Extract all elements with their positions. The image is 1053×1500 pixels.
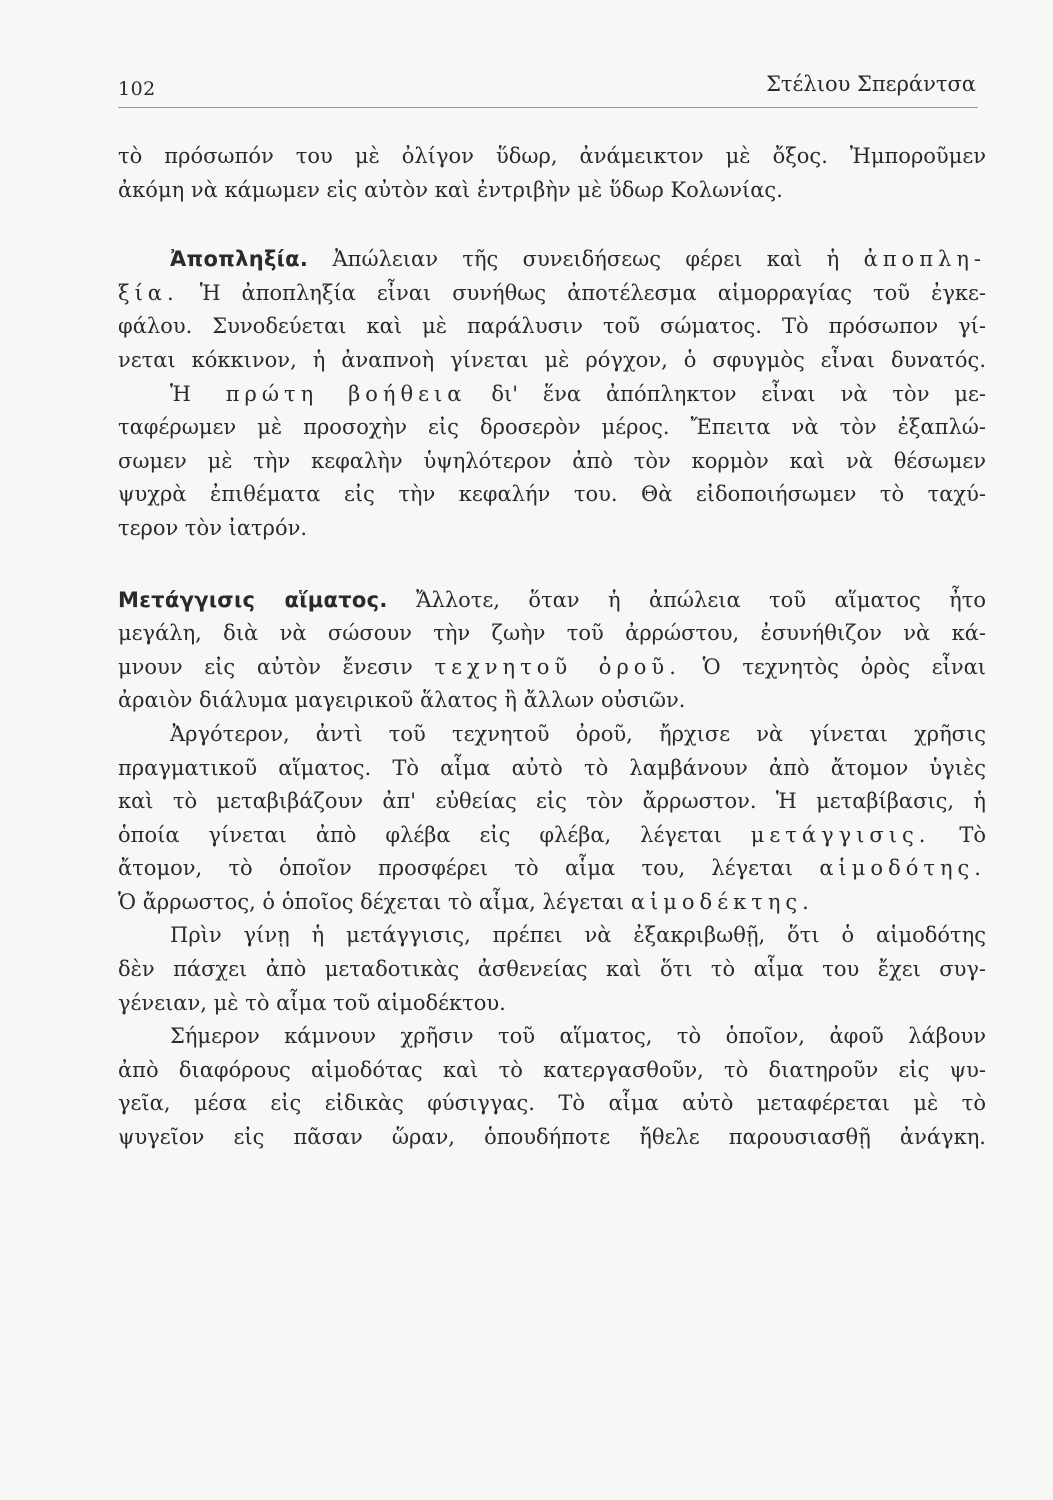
text-line: τερον τὸν ἰατρόν.	[118, 515, 308, 540]
spaced-term: τεχνητοῦ ὀροῦ.	[434, 654, 681, 679]
spaced-term: ξία.	[118, 280, 179, 305]
page-number: 102	[118, 78, 156, 100]
text-line	[118, 277, 986, 311]
text-line: καὶ τὸ μεταβιβάζουν ἀπ' εὐθείας εἰς τὸν ἄρρωστον. Ἡ μεταβίβασις, ἡ	[118, 789, 986, 814]
section-gap	[118, 546, 986, 584]
section-heading-apoplexy: Ἀποπληξία.	[170, 247, 309, 272]
spaced-term: ἀποπλη-	[863, 247, 986, 272]
text-line: γεῖα, μέσα εἰς εἰδικὰς φύσιγγας. Τὸ αἷμα αὐτὸ μεταφέρεται μὲ τὸ	[118, 1091, 986, 1116]
text-line: μεγάλη, διὰ νὰ σώσουν τὴν ζωὴν τοῦ ἀρρώστου, ἐσυνήθιζον νὰ κά-	[118, 621, 986, 646]
text-line	[118, 819, 986, 853]
text-line	[118, 378, 986, 412]
text-line: δὲν πάσχει ἀπὸ μεταδοτικὰς ἀσθενείας καὶ ὅτι τὸ αἷμα του ἔχει συγ-	[118, 957, 986, 982]
text-line: σωμεν μὲ τὴν κεφαλὴν ὑψηλότερον ἀπὸ τὸν κορμὸν καὶ νὰ θέσωμεν	[118, 448, 986, 473]
text-line: Σήμερον κάμνουν χρῆσιν τοῦ αἵματος, τὸ ὁποῖον, ἀφοῦ λάβουν	[170, 1024, 986, 1049]
text-run: Ἄλλοτε, ὅταν ἡ ἀπώλεια τοῦ αἵματος ἦτο	[387, 587, 986, 612]
section-heading-line	[118, 243, 986, 277]
text-run: Ἡ ἀποπληξία εἶναι συνήθως ἀποτέλεσμα αἱμορραγίας τοῦ ἐγκε-	[178, 280, 986, 305]
text-line: ψυχρὰ ἐπιθέματα εἰς τὴν κεφαλήν του. Θὰ εἰδοποιήσωμεν τὸ ταχύ-	[118, 482, 986, 507]
body-text	[118, 140, 986, 1155]
text-line: γένειαν, μὲ τὸ αἷμα τοῦ αἱμοδέκτου.	[118, 990, 506, 1015]
text-run: ἄτομον, τὸ ὁποῖον προσφέρει τὸ αἷμα του, λέγεται	[118, 856, 820, 881]
running-head: Στέλιου Σπεράντσα	[766, 72, 976, 96]
text-line: ἀραιὸν διάλυμα μαγειρικοῦ ἅλατος ἢ ἄλλων οὐσιῶν.	[118, 688, 686, 713]
text-line: φάλου. Συνοδεύεται καὶ μὲ παράλυσιν τοῦ σώματος. Τὸ πρόσωπον γί-	[118, 314, 986, 339]
header-rule	[118, 107, 978, 108]
text-line: ἀπὸ διαφόρους αἱμοδότας καὶ τὸ κατεργασθοῦν, τὸ διατηροῦν εἰς ψυ-	[118, 1057, 986, 1082]
text-line: ἀκόμη νὰ κάμωμεν εἰς αὐτὸν καὶ ἐντριβὴν μὲ ὕδωρ Κολωνίας.	[118, 177, 783, 202]
text-line: πραγματικοῦ αἵματος. Τὸ αἷμα αὐτὸ τὸ λαμβάνουν ἀπὸ ἄτομον ὑγιὲς	[118, 755, 986, 780]
text-run: μνουν εἰς αὐτὸν ἔνεσιν	[118, 654, 435, 679]
text-line: τὸ πρόσωπόν του μὲ ὀλίγον ὕδωρ, ἀνάμεικτον μὲ ὄξος. Ἠμποροῦμεν	[118, 144, 986, 168]
text-line: Ἀργότερον, ἀντὶ τοῦ τεχνητοῦ ὀροῦ, ἤρχισε νὰ γίνεται χρῆσις	[170, 721, 986, 746]
text-run: Ὁ ἄρρωστος, ὁ ὁποῖος δέχεται τὸ αἷμα, λέγεται	[118, 889, 631, 914]
section-heading-line	[118, 584, 986, 618]
text-line: Πρὶν γίνῃ ἡ μετάγγισις, πρέπει νὰ ἐξακριβωθῇ, ὅτι ὁ αἱμοδότης	[170, 923, 986, 948]
section-gap	[118, 207, 986, 243]
text-line	[118, 852, 986, 886]
page-header	[118, 72, 980, 106]
spaced-term: αἱμοδότης.	[819, 856, 986, 881]
text-run: Ὁ τεχνητὸς ὀρὸς εἶναι	[680, 654, 986, 679]
section-heading-transfusion: Μετάγγισις αἵματος.	[118, 587, 388, 612]
text-run: Ἀπώλειαν τῆς συνειδήσεως φέρει καὶ ἡ	[308, 247, 864, 272]
text-line: ταφέρωμεν μὲ προσοχὴν εἰς δροσερὸν μέρος. Ἔπειτα νὰ τὸν ἐξαπλώ-	[118, 415, 986, 440]
text-line: ψυγεῖον εἰς πᾶσαν ὥραν, ὁπουδήποτε ἤθελε παρουσιασθῇ ἀνάγκη.	[118, 1125, 986, 1150]
text-line: νεται κόκκινον, ἡ ἀναπνοὴ γίνεται μὲ ρόγχον, ὁ σφυγμὸς εἶναι δυνατός.	[118, 347, 986, 372]
text-run: δι' ἕνα ἀπόπληκτον εἶναι νὰ τὸν με-	[466, 381, 986, 406]
text-line	[118, 651, 986, 685]
spaced-term: Ἡ πρώτη βοήθεια	[170, 381, 467, 406]
text-run: ὁποία γίνεται ἀπὸ φλέβα εἰς φλέβα, λέγεται	[118, 822, 751, 847]
text-run: Τὸ	[930, 822, 987, 847]
text-line	[118, 886, 986, 920]
spaced-term: μετάγγισις.	[750, 822, 931, 847]
spaced-term: αἱμοδέκτης.	[630, 889, 814, 914]
